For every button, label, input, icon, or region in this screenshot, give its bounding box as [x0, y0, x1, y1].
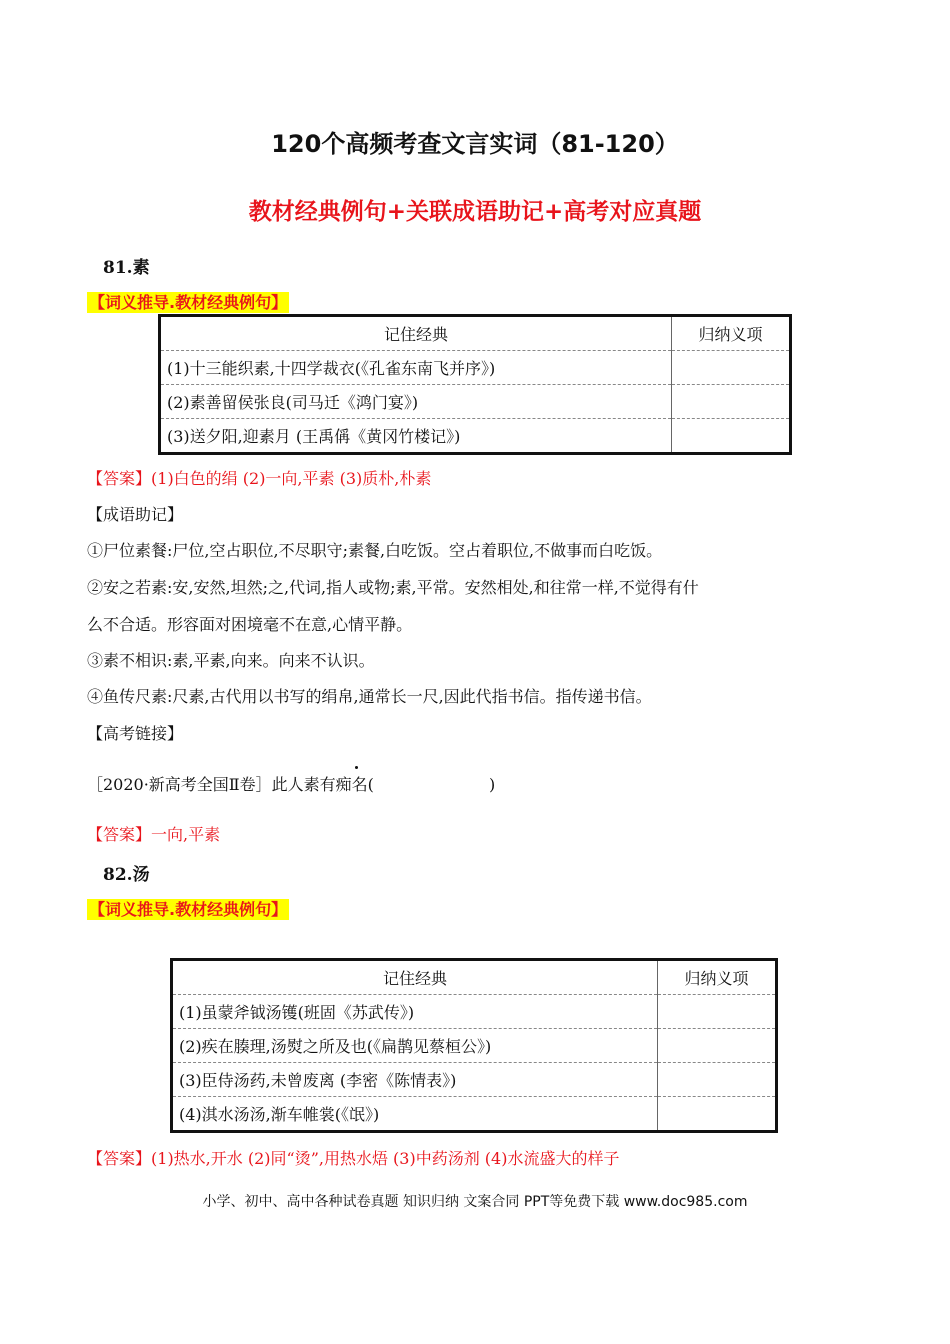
answer-label: 【答案】: [87, 825, 152, 844]
table-header: 记住经典: [172, 960, 658, 995]
table-row: (4)淇水汤汤,渐车帷裳(《氓》): [179, 1105, 380, 1124]
table-row: (1)十三能织素,十四学裁衣(《孔雀东南飞并序》): [160, 351, 672, 385]
idiom-heading: 【成语助记】: [87, 505, 184, 524]
table-header: 归纳义项: [658, 960, 777, 995]
exam-answer-line: [87, 825, 220, 845]
answer-text: (1)白色的绢 (2)一向,平素 (3)质朴,朴素: [151, 469, 432, 488]
section-tag: 【词义推导.教材经典例句】: [89, 900, 288, 919]
table-cell-blank: [658, 1029, 777, 1063]
emphasis-dot: [355, 766, 358, 769]
page-subtitle: 教材经典例句+关联成语助记+高考对应真题: [248, 199, 702, 225]
example-table: [158, 314, 792, 455]
answer-label: 【答案】: [87, 469, 152, 488]
exam-question-text: ［2020·新高考全国Ⅱ卷］此人素有痴名(: [87, 775, 374, 794]
table-cell-blank: [658, 1097, 777, 1132]
table-cell-blank: [658, 995, 777, 1029]
idiom-item: 么不合适。形容面对困境毫不在意,心情平静。: [87, 615, 413, 634]
table-row: (2)疾在腠理,汤熨之所及也(《扁鹊见蔡桓公》): [172, 1029, 658, 1063]
idiom-item: ④鱼传尺素:尺素,古代用以书写的绢帛,通常长一尺,因此代指书信。指传递书信。: [87, 687, 652, 706]
entry-heading: 81.素: [103, 258, 150, 278]
answer-text: (1)热水,开水 (2)同“烫”,用热水焐 (3)中药汤剂 (4)水流盛大的样子: [151, 1149, 620, 1168]
table-header: 记住经典: [160, 316, 672, 351]
table-row: (3)送夕阳,迎素月 (王禹偁《黄冈竹楼记》): [167, 427, 461, 446]
answer-line: [87, 1149, 619, 1169]
example-table: [170, 958, 778, 1133]
table-cell-blank: [672, 419, 791, 454]
answer-text: 一向,平素: [151, 825, 221, 844]
section-tag: 【词义推导.教材经典例句】: [89, 293, 288, 312]
table-cell-blank: [672, 385, 791, 419]
table-cell-blank: [658, 1063, 777, 1097]
table-header: 归纳义项: [672, 316, 791, 351]
idiom-item: ②安之若素:安,安然,坦然;之,代词,指人或物;素,平常。安然相处,和往常一样,不觉得有什: [87, 578, 699, 597]
page-title: 120个高频考查文言实词（81-120）: [271, 130, 679, 158]
idiom-item: ①尸位素餐:尸位,空占职位,不尽职守;素餐,白吃饭。空占着职位,不做事而白吃饭。: [87, 541, 663, 560]
exam-heading: 【高考链接】: [87, 724, 184, 743]
page-footer: 小学、初中、高中各种试卷真题 知识归纳 文案合同 PPT等免费下载 www.doc985.com: [202, 1194, 748, 1210]
exam-question-close: ): [488, 775, 496, 794]
table-cell-blank: [672, 351, 791, 385]
exam-question: [87, 775, 495, 795]
idiom-item: ③素不相识:素,平素,向来。向来不认识。: [87, 651, 375, 670]
answer-line: [87, 469, 431, 489]
table-row: (3)臣侍汤药,未曾废离 (李密《陈情表》): [172, 1063, 658, 1097]
entry-heading: 82.汤: [103, 865, 150, 885]
answer-label: 【答案】: [87, 1149, 152, 1168]
table-row: (2)素善留侯张良(司马迁《鸿门宴》): [160, 385, 672, 419]
table-row: (1)虽蒙斧钺汤镬(班固《苏武传》): [172, 995, 658, 1029]
